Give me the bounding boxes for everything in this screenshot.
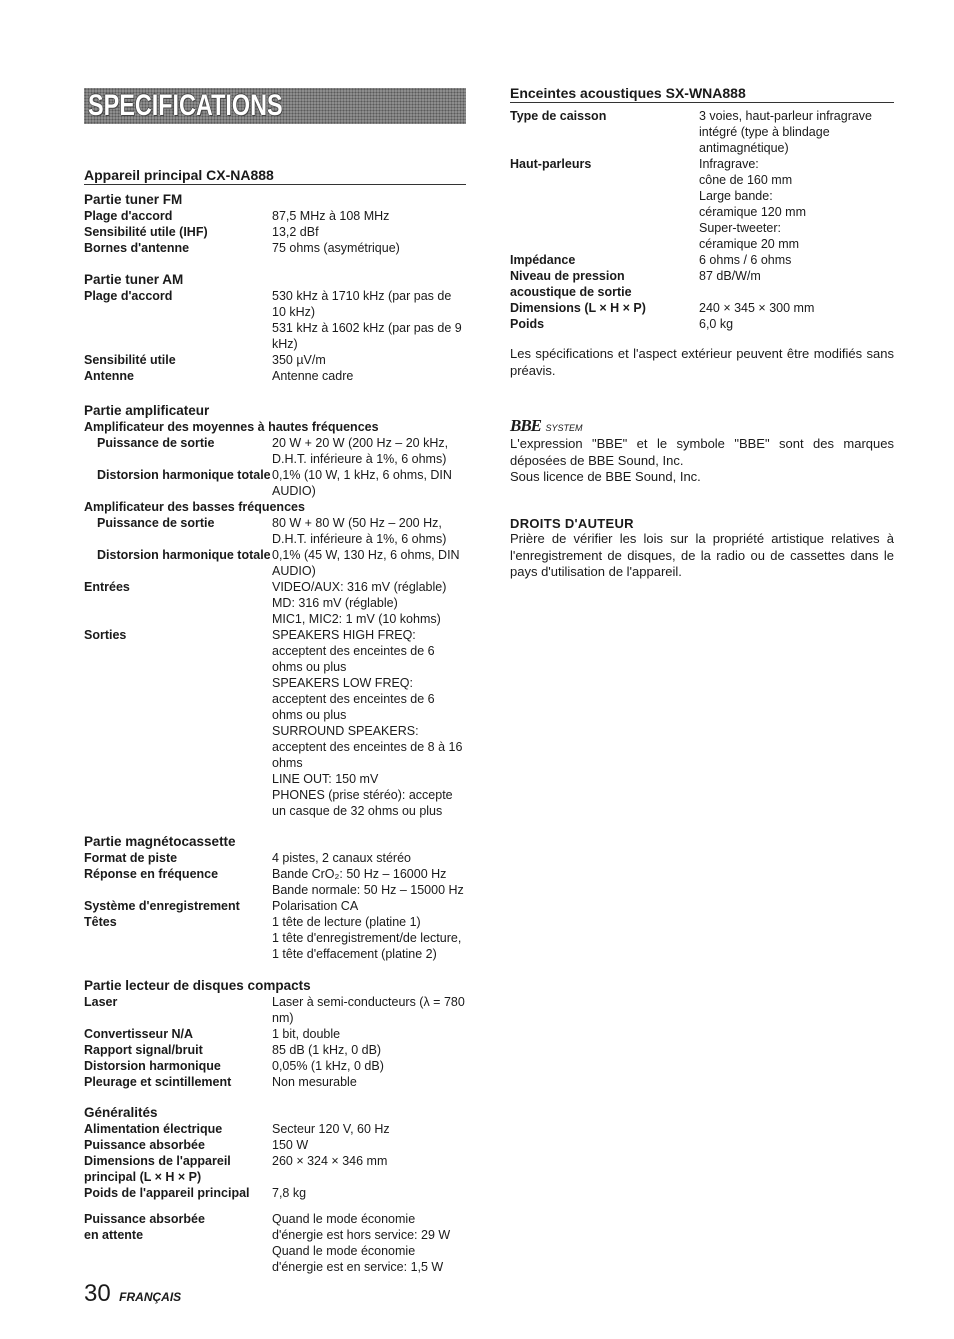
spec-row: Type de caisson 3 voies, haut-parleur infragrave intégré (type à blindage antimagnétique) — [510, 109, 873, 155]
spec-row: Dimensions (L × H × P) 240 × 345 × 300 mm — [510, 301, 815, 315]
fm-section — [84, 191, 474, 256]
spec-row: Antenne Antenne cadre — [84, 369, 354, 383]
spec-row: principal (L × H × P) — [84, 1170, 202, 1184]
am-section — [84, 271, 474, 384]
general-section — [84, 1104, 474, 1275]
banner-title: SPECIFICATIONS — [88, 89, 283, 122]
spec-row: Plage d'accord 530 kHz à 1710 kHz (par pas de 10 kHz) 531 kHz à 1602 kHz (par pas de 9 kHz) — [84, 289, 462, 351]
spec-row: Laser Laser à semi-conducteurs (λ = 780 nm) — [84, 995, 465, 1025]
spec-row: Pleurage et scintillement Non mesurable — [84, 1075, 357, 1089]
spec-row: Haut-parleurs Infragrave: cône de 160 mm Large bande: céramique 120 mm Super-tweeter: céramique 20 mm — [510, 157, 806, 251]
spec-row: Distorsion harmonique totale 0,1% (45 W, 130 Hz, 6 ohms, DIN AUDIO) — [97, 548, 460, 578]
speakers-title: Enceintes acoustiques SX-WNA888 — [510, 85, 894, 103]
spec-row: Puissance de sortie 20 W + 20 W (200 Hz – 20 kHz, D.H.T. inférieure à 1%, 6 ohms) — [97, 436, 449, 466]
spec-row: Têtes 1 tête de lecture (platine 1) 1 tête d'enregistrement/de lecture, 1 tête d'effacement (platine 2) — [84, 915, 462, 961]
spec-row: Puissance absorbée 150 W — [84, 1138, 309, 1152]
spec-row: Impédance 6 ohms / 6 ohms — [510, 253, 792, 267]
spec-row: Poids de l'appareil principal 7,8 kg — [84, 1186, 307, 1200]
spec-row: Distorsion harmonique 0,05% (1 kHz, 0 dB) — [84, 1059, 384, 1073]
spec-row: Poids 6,0 kg — [510, 317, 734, 331]
spec-row: Convertisseur N/A 1 bit, double — [84, 1027, 341, 1041]
general-title: Généralités — [84, 1105, 158, 1120]
spec-row: Alimentation électrique Secteur 120 V, 60 Hz — [84, 1122, 390, 1136]
spec-row: Niveau de pression acoustique de sortie 87 dB/W/m — [510, 269, 761, 299]
language-label: FRANÇAIS — [119, 1290, 182, 1304]
main-unit-title: Appareil principal CX-NA888 — [84, 167, 466, 185]
spec-row: Sensibilité utile (IHF) 13,2 dBf — [84, 225, 319, 239]
page-number: 30 — [84, 1280, 111, 1307]
page-footer — [84, 1280, 181, 1308]
bbe-license: Sous licence de BBE Sound, Inc. — [510, 469, 701, 484]
tape-section — [84, 833, 474, 962]
amplifier-section — [84, 402, 474, 819]
amplifier-title: Partie amplificateur — [84, 403, 210, 418]
spec-row: Réponse en fréquence Bande CrO₂: 50 Hz – 16000 Hz Bande normale: 50 Hz – 15000 Hz — [84, 867, 464, 897]
spec-row: Sensibilité utile 350 µV/m — [84, 353, 326, 367]
spec-row: Rapport signal/bruit 85 dB (1 kHz, 0 dB) — [84, 1043, 382, 1057]
spec-row: Bornes d'antenne 75 ohms (asymétrique) — [84, 241, 400, 255]
spec-row: Dimensions de l'appareil 260 × 324 × 346 mm — [84, 1154, 388, 1168]
speakers-section — [510, 85, 894, 332]
spec-row: Sorties SPEAKERS HIGH FREQ: acceptent des enceintes de 6 ohms ou plus SPEAKERS LOW FREQ: acceptent des enceintes de 6 ohms ou plus SURROUND SPEAKERS: acceptent des enceintes de 8 à 16 ohms LINE OUT: 150 mV PHONES (prise stéréo): accepte un casque de 32 ohms ou plus — [84, 628, 463, 818]
spec-row: Système d'enregistrement Polarisation CA — [84, 899, 359, 913]
spec-row: Format de piste 4 pistes, 2 canaux stéréo — [84, 851, 411, 865]
low-freq-subtitle: Amplificateur des basses fréquences — [84, 500, 305, 514]
spec-row: Puissance absorbée en attente Quand le mode économie d'énergie est hors service: 29 W Quand le mode économie d'énergie est en service: 1,5 W — [84, 1212, 451, 1274]
bbe-text: L'expression "BBE" et le symbole "BBE" sont des marques déposées de BBE Sound, Inc. — [510, 436, 894, 468]
notice-text: Les spécifications et l'aspect extérieur peuvent être modifiés sans préavis. — [510, 346, 894, 378]
tape-title: Partie magnétocassette — [84, 834, 236, 849]
bbe-logo: BBE SYSTEM — [510, 416, 583, 435]
specifications-banner — [84, 88, 466, 124]
bbe-section — [510, 416, 894, 486]
spec-row: Plage d'accord 87,5 MHz à 108 MHz — [84, 209, 390, 223]
copyright-text: Prière de vérifier les lois sur la propriété artistique relatives à l'enregistrement de disques, de la radio ou de cassettes dans le pays d'utilisation de l'appareil. — [510, 531, 894, 579]
cd-section — [84, 977, 474, 1090]
spec-row: Puissance de sortie 80 W + 80 W (50 Hz – 200 Hz, D.H.T. inférieure à 1%, 6 ohms) — [97, 516, 447, 546]
cd-title: Partie lecteur de disques compacts — [84, 978, 311, 993]
spec-row: Entrées VIDEO/AUX: 316 mV (réglable) MD: 316 mV (réglable) MIC1, MIC2: 1 mV (10 kohms) — [84, 580, 447, 626]
fm-title: Partie tuner FM — [84, 192, 183, 207]
high-freq-subtitle: Amplificateur des moyennes à hautes fréquences — [84, 420, 379, 434]
copyright-section — [510, 516, 894, 581]
am-title: Partie tuner AM — [84, 272, 184, 287]
spec-row: Distorsion harmonique totale 0,1% (10 W, 1 kHz, 6 ohms, DIN AUDIO) — [97, 468, 452, 498]
copyright-title: DROITS D'AUTEUR — [510, 516, 634, 531]
